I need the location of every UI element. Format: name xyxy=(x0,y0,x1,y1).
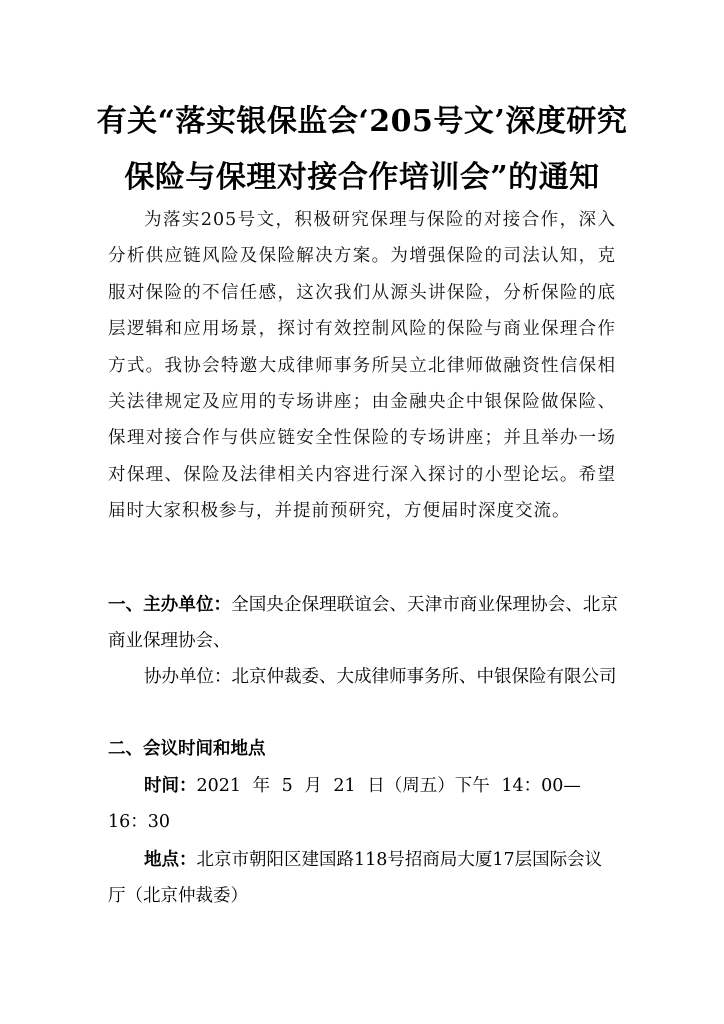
time-value: 2021 年 5 月 21 日（周五）下午 14：00—16：30 xyxy=(108,776,581,833)
organizer-value: 全国央企保理联谊会、天津市商业保理协会、北京商业保理协会、 xyxy=(108,595,618,652)
document-title-line-2: 保险与保理对接合作培训会”的通知 xyxy=(124,160,600,195)
place-value: 北京市朝阳区建国路118号招商局大厦17层国际会议厅（北京仲裁委） xyxy=(108,850,603,907)
meeting-place-line xyxy=(108,842,618,915)
section-2-heading: 二、会议时间和地点 xyxy=(108,739,266,759)
place-label: 地点： xyxy=(144,850,197,870)
co-organizer-label: 协办单位： xyxy=(144,667,232,687)
intro-paragraph: 为落实205号文，积极研究保理与保险的对接合作，深入分析供应链风险及保险解决方案。为增强保险的司法认知，克服对保险的不信任感，这次我们从源头讲保险，分析保险的底层逻辑和应用场景，探讨有效控制风险的保险与商业保理合作方式。我协会特邀大成律师事务所吴立北律师做融资性信保相关法律规定及应用的专场讲座；由金融央企中银保险做保险、保理对接合作与供应链安全性保险的专场讲座；并且举办一场对保理、保险及法律相关内容进行深入探讨的小型论坛。希望届时大家积极参与，并提前预研究，方便届时深度交流。 xyxy=(108,210,616,522)
meeting-time-line xyxy=(108,768,618,841)
co-organizer-value: 北京仲裁委、大成律师事务所、中银保险有限公司 xyxy=(231,667,617,687)
document-title-line-1: 有关“落实银保监会‘205号文’深度研究 xyxy=(96,104,628,139)
co-organizer-line xyxy=(108,659,618,695)
time-label: 时间： xyxy=(144,776,197,796)
organizer-label: 一、主办单位： xyxy=(108,595,232,615)
organizer-line xyxy=(108,587,618,660)
